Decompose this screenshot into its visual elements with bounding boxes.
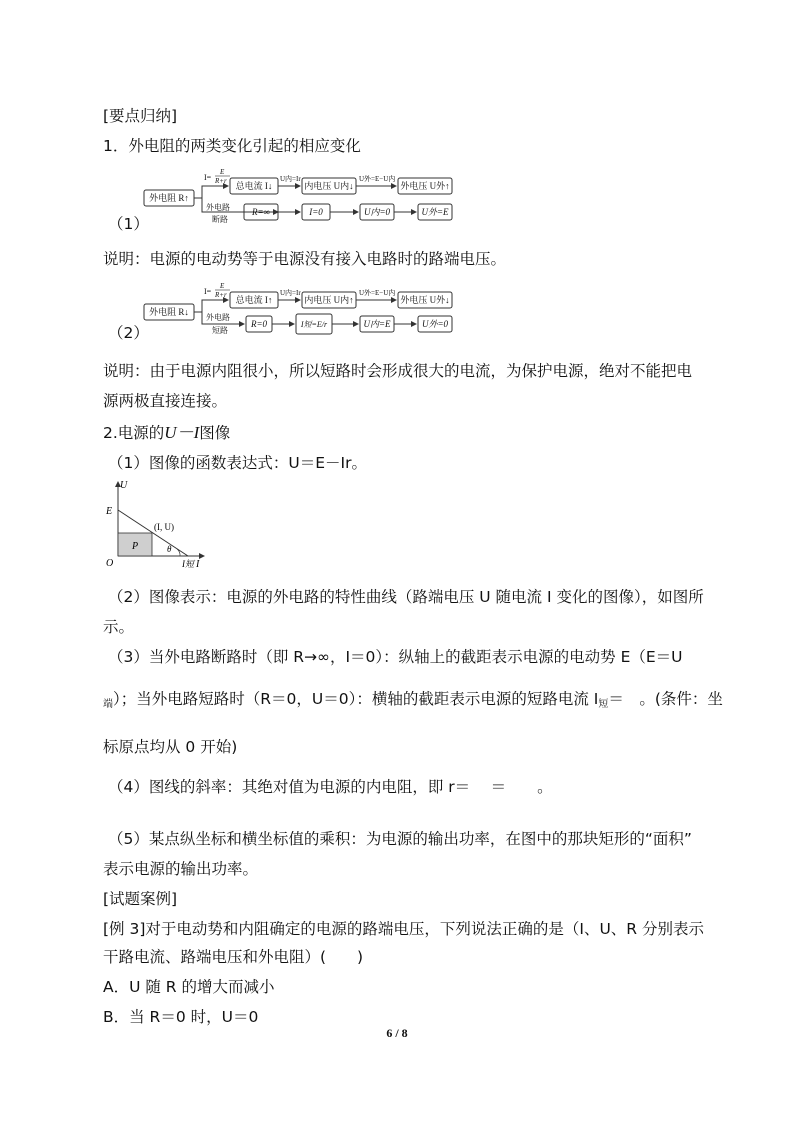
example-line2: 干路电流、路端电压和外电阻）( ) [103,948,364,966]
flow2-c1: R=0 [250,319,268,329]
note2-line2: 源两极直接连接。 [103,392,228,410]
flow2-b3: 外电压 U外↓ [400,295,450,305]
graph-intercept-y: E [106,506,113,517]
option-b: B．当 R＝0 时，U＝0 [103,1008,259,1026]
u-i-graph [100,478,210,570]
flow1-formula-top: I= [204,173,212,182]
item2-title [103,422,230,444]
flow2-c3: U内=E [363,319,391,329]
flow1-c2: I=0 [309,207,323,217]
sub3-line2-a: 端 [103,699,113,710]
graph-axis-y: U [120,480,128,491]
sub3-line1: （3）当外电路断路时（即 R→∞，I＝0）：纵轴上的截距表示电源的电动势 E（E＝U [108,648,683,666]
item1-part2-label: （2） [108,324,149,342]
sub5-line2: 表示电源的输出功率。 [103,860,259,878]
flow1-c3: U内=0 [363,207,391,217]
note2-line1: 说明：由于电源内阻很小，所以短路时会形成很大的电流，为保护电源，绝对不能把电 [103,362,693,380]
flow2-lab1: U内=Ir [280,289,301,297]
sub3-line3: 标原点均从 0 开始) [103,738,238,756]
flow1-lab1: U内=Ir [280,175,301,183]
flow2-formula-top: I= [204,287,212,296]
sub2-line2: 示。 [103,618,135,636]
flow2-c4: U外=0 [421,319,449,329]
sub1: （1）图像的函数表达式：U＝E－Ir。 [108,454,367,472]
flow-diagram-open-circuit [140,166,460,226]
page-number: 6 / 8 [386,1026,408,1040]
case-heading: [试题案例] [103,890,178,908]
summary-heading: [要点归纳] [103,107,178,125]
sub4: （4）图线的斜率：其绝对值为电源的内电阻，即 r＝ ＝ 。 [108,778,553,796]
graph-origin: O [106,558,114,569]
graph-axis-x: I [196,559,200,570]
sub2-line1: （2）图像表示：电源的外电路的特性曲线（路端电压 U 随电流 I 变化的图像），如图所 [108,588,704,606]
graph-point: (I, U) [154,522,174,532]
item2-title-var: U－I [164,423,200,442]
sub3-line2-sub: 短 [598,699,609,710]
flow1-b3: 外电压 U外↑ [400,181,450,191]
flow2-formula-num: E [220,282,225,290]
flow2-branch2: 短路 [212,326,228,335]
flow2-formula-den: R+r [215,291,227,299]
flow2-b1: 总电流 I↑ [235,295,273,305]
item1-title: 1．外电阻的两类变化引起的相应变化 [103,137,361,155]
graph-area: P [132,541,139,552]
flow2-branch: 外电路 [206,313,230,322]
sub5-line1: （5）某点纵坐标和横坐标值的乘积：为电源的输出功率，在图中的那块矩形的“面积” [108,830,692,848]
flow-diagram-short-circuit [140,280,460,340]
item2-title-b: 图像 [199,424,231,442]
flow1-c4: U外=E [421,207,449,217]
graph-angle: θ [167,544,172,554]
flow1-b1: 总电流 I↓ [235,181,273,191]
flow2-lab2: U外=E−U内 [359,289,396,297]
flow2-c2: I短=E/r [300,320,328,329]
item1-part1-label: （1） [108,215,149,233]
graph-intercept-x: I短 [182,559,194,569]
flow1-branch2: 断路 [212,215,228,224]
option-a: A．U 随 R 的增大而减小 [103,978,275,996]
flow1-formula-den: R+r [215,177,227,185]
item2-title-a: 2.电源的 [103,424,165,442]
flow1-branch: 外电路 [206,203,230,212]
flow2-start: 外电阻 R↓ [149,307,189,317]
flow1-formula-num: E [220,168,225,176]
flow1-start: 外电阻 R↑ [149,193,189,203]
flow1-c1: R=∞ [252,207,270,217]
flow2-b2: 内电压 U内↑ [304,295,354,305]
example-line1: [例 3]对于电动势和内阻确定的电源的路端电压，下列说法正确的是（I、U、R 分别表示 [103,920,704,938]
flow1-b2: 内电压 U内↓ [304,181,354,191]
note1: 说明：电源的电动势等于电源没有接入电路时的路端电压。 [103,250,507,268]
flow1-lab2: U外=E−U内 [359,175,396,183]
sub3-line2-c: ＝ 。(条件：坐 [608,690,723,708]
sub3-line2 [103,688,723,716]
sub3-line2-b: ）；当外电路短路时（R＝0，U＝0）：横轴的截距表示电源的短路电流 I [113,690,599,708]
